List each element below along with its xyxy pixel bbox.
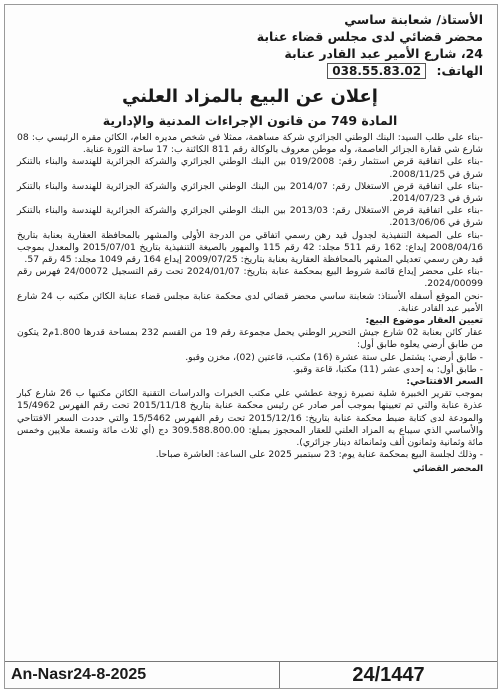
announcement-title: إعلان عن البيع بالمزاد العلني — [122, 86, 378, 107]
price-description: بموجب تقرير الخبيرة شلية نصيرة زوجة عطشي علي مكتب الخبرات والدراسات التقنية الكائن مكتبها ب 26 شارع كبار عذرة عنابة والتي تم تعيينها بموجب أمر صادر عن رئيس محكمة عنابة بتاريخ 2015/11/18 تحت رقم الفهرس 15/4962 والمودعة لدى كتابة ضبط محكمة عنابة بتاريخ: 2015/12/16 تحت رقم الفهرس 15/5462 والتي حددت السعر الافتتاحي والأساسي الذي سيباع به المزاد العلني للعقار المحجوز بمبلغ: 309.588.800.00 دج (أي ثلاث مائة وتسعة ملايين وخمس مائة وثمانية وثمانون ألف وثمانمائة دينار جزائري). — [17, 388, 484, 449]
section-property-heading: تعيين العقار موضوع البيع: — [365, 315, 483, 327]
footer-bar — [5, 661, 497, 688]
paragraph-request: -بناء على طلب السيد: البنك الوطني الجزائري شركة مساهمة، ممثلا في شخص مديره العام، الكائن مقره الرئيسي ب: 08 شارع شي قفارة الجزائر العاصمة، وله موطن معروف بالوكالة رقم 811 الكائنة ب: 17 ساحة الثورة عنابة. — [17, 132, 483, 156]
paragraph-loan-2: -بناء على اتفاقية قرض الاستغلال رقم: 2014/07 بين البنك الوطني الجزائري والشركة الجزائرية للهندسة والبناء بالتنكر شرق في 2014/07/23. — [17, 180, 483, 205]
paragraph-bailiff: -نحن الموقع أسفله الأستاذ: شعابنة ساسي محضر قضائي لدى محكمة عنابة مجلس قضاء عنابة الكائن مكتبه ب 24 شارع الأمير عبد القادر عنابة. — [17, 290, 483, 314]
property-description: عقار كائن بعنابة 02 شارع جيش التحرير الوطني يحمل مجموعة رقم 19 من القسم 232 بمساحة قدرها 1.800م2 يتكون من طابق أرضي يعلوه طابق أول: — [17, 327, 483, 351]
lawyer-name: الأستاذ/ شعابنة ساسي — [344, 12, 483, 27]
floor-first: - طابق أول: به إحدى عشر (11) مكتبا، قاعة وقبو. — [292, 363, 483, 375]
paragraph-loan-1: -بناء على اتفاقية قرض استثمار رقم: 019/2008 بين البنك الوطني الجزائري والشركة الجزائرية للهندسة والبناء بالتنكر شرق في 2008/11/25. — [17, 156, 483, 180]
floor-ground: - طابق أرضي: يشتمل على ستة عشرة (16) مكتب، قاعتين (02)، مخزن وقبو. — [185, 351, 483, 363]
publication-ref: An-Nasr24-8-2025 — [5, 662, 280, 688]
announcement-content — [5, 5, 497, 475]
announcement-page — [4, 4, 498, 689]
paragraph-deposit: -بناء على محضر إيداع قائمة شروط البيع بمحكمة عنابة بتاريخ: 2024/01/07 تحت رقم التسجيل 24/00072 فهرس رقم 2024/00099. — [17, 266, 483, 290]
section-price-heading: السعر الافتتاحي: — [406, 376, 483, 388]
lawyer-role: محضر قضائي لدى مجلس قضاء عنابة — [256, 29, 483, 44]
signature: المحضر القضائي — [412, 464, 483, 475]
sale-session: - وذلك لجلسة البيع بمحكمة عنابة يوم: 23 سبتمبر 2025 على الساعة: العاشرة صباحا. — [155, 449, 483, 461]
phone-number: 038.55.83.02 — [327, 63, 426, 79]
paragraph-mortgage: -بناء على الصيغة التنفيذية لجدول قيد رهن رسمي اتفاقي من الدرجة الأولى والمشهر بالمحافظة العقارية بعنابة بتاريخ 2008/04/16 إيداع: 162 رقم 511 مجلد: 42 رقم 115 والمهور بالصيغة التنفيذية بتاريخ 2015/07/01 والمعدل بموجب قيد رهن رسمي تعديلي المشهر بالمحافظة العقارية بعنابة بتاريخ: 2009/07/25 إيداع 164 رقم 1049 مجلد: 45 رقم 57. — [17, 229, 483, 266]
legal-article: المادة 749 من قانون الإجراءات المدنية والإدارية — [102, 113, 398, 128]
announcement-number: 24/1447 — [352, 664, 425, 686]
lawyer-address: 24، شارع الأمير عبد القادر عنابة — [284, 46, 483, 61]
announcement-body — [17, 132, 483, 461]
phone-line — [17, 62, 483, 79]
phone-label: الهاتف: — [436, 63, 483, 78]
paragraph-loan-3: -بناء على اتفاقية قرض الاستغلال رقم: 2013/03 بين البنك الوطني الجزائري والشركة الجزائرية للهندسة والبناء بالتنكر شرق في 2013/06/06. — [17, 205, 483, 229]
